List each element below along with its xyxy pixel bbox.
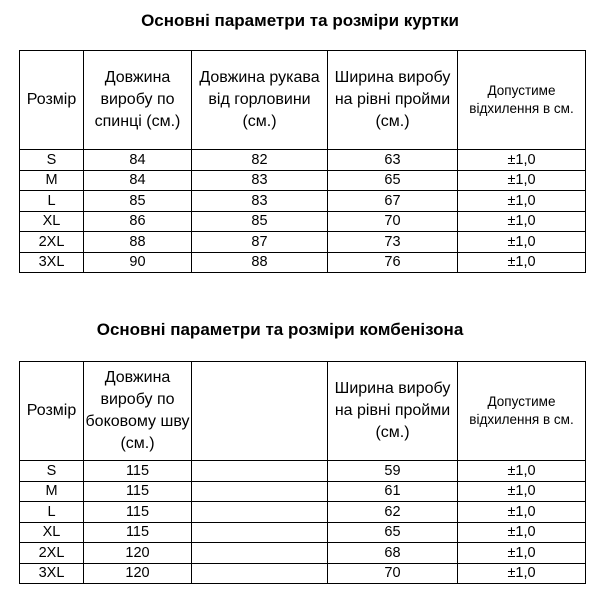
cell-tolerance: ±1,0 xyxy=(458,543,586,564)
cell-size: S xyxy=(20,150,84,171)
table-row xyxy=(20,502,586,523)
cell-size: M xyxy=(20,481,84,502)
cell-tolerance: ±1,0 xyxy=(458,191,586,212)
cell-side-seam-length: 115 xyxy=(84,522,192,543)
header-tolerance: Допустиме відхилення в см. xyxy=(458,51,586,150)
cell-armhole-width: 73 xyxy=(328,232,458,253)
cell-size: 2XL xyxy=(20,232,84,253)
cell-armhole-width: 67 xyxy=(328,191,458,212)
cell-side-seam-length: 120 xyxy=(84,563,192,584)
cell-side-seam-length: 115 xyxy=(84,502,192,523)
cell-sleeve-length: 83 xyxy=(192,170,328,191)
cell-back-length: 84 xyxy=(84,170,192,191)
cell-size: XL xyxy=(20,522,84,543)
table-row xyxy=(20,563,586,584)
cell-armhole-width: 70 xyxy=(328,211,458,232)
cell-back-length: 84 xyxy=(84,150,192,171)
cell-back-length: 90 xyxy=(84,252,192,273)
overall-size-table xyxy=(19,361,586,584)
jacket-size-table xyxy=(19,50,586,273)
cell-sleeve-length: 88 xyxy=(192,252,328,273)
table-header-row xyxy=(20,362,586,461)
header-size: Розмір xyxy=(20,51,84,150)
cell-empty xyxy=(192,481,328,502)
table-row xyxy=(20,543,586,564)
cell-back-length: 88 xyxy=(84,232,192,253)
cell-empty xyxy=(192,502,328,523)
cell-tolerance: ±1,0 xyxy=(458,170,586,191)
table-row xyxy=(20,150,586,171)
cell-armhole-width: 70 xyxy=(328,563,458,584)
table-row xyxy=(20,232,586,253)
cell-tolerance: ±1,0 xyxy=(458,150,586,171)
cell-tolerance: ±1,0 xyxy=(458,461,586,482)
header-empty xyxy=(192,362,328,461)
cell-sleeve-length: 87 xyxy=(192,232,328,253)
cell-sleeve-length: 82 xyxy=(192,150,328,171)
cell-size: 3XL xyxy=(20,252,84,273)
cell-tolerance: ±1,0 xyxy=(458,502,586,523)
cell-back-length: 85 xyxy=(84,191,192,212)
cell-empty xyxy=(192,522,328,543)
cell-armhole-width: 65 xyxy=(328,522,458,543)
header-size: Розмір xyxy=(20,362,84,461)
cell-size: M xyxy=(20,170,84,191)
header-tolerance: Допустиме відхилення в см. xyxy=(458,362,586,461)
cell-size: L xyxy=(20,191,84,212)
header-back-length: Довжина виробу по спинці (см.) xyxy=(84,51,192,150)
cell-armhole-width: 63 xyxy=(328,150,458,171)
cell-tolerance: ±1,0 xyxy=(458,232,586,253)
cell-sleeve-length: 83 xyxy=(192,191,328,212)
cell-size: 2XL xyxy=(20,543,84,564)
jacket-table-title: Основні параметри та розміри куртки xyxy=(141,11,459,30)
table-header-row xyxy=(20,51,586,150)
cell-empty xyxy=(192,461,328,482)
cell-armhole-width: 65 xyxy=(328,170,458,191)
cell-side-seam-length: 115 xyxy=(84,461,192,482)
overall-table-title: Основні параметри та розміри комбенізона xyxy=(96,320,464,339)
cell-armhole-width: 59 xyxy=(328,461,458,482)
cell-empty xyxy=(192,563,328,584)
cell-armhole-width: 61 xyxy=(328,481,458,502)
table-row xyxy=(20,211,586,232)
cell-tolerance: ±1,0 xyxy=(458,522,586,543)
table-row xyxy=(20,461,586,482)
header-armhole-width: Ширина виробу на рівні пройми (см.) xyxy=(328,51,458,150)
cell-tolerance: ±1,0 xyxy=(458,563,586,584)
cell-size: XL xyxy=(20,211,84,232)
cell-back-length: 86 xyxy=(84,211,192,232)
cell-size: S xyxy=(20,461,84,482)
header-armhole-width: Ширина виробу на рівні пройми (см.) xyxy=(328,362,458,461)
table-row xyxy=(20,252,586,273)
cell-side-seam-length: 115 xyxy=(84,481,192,502)
table-row xyxy=(20,522,586,543)
cell-armhole-width: 68 xyxy=(328,543,458,564)
table-row xyxy=(20,191,586,212)
cell-armhole-width: 76 xyxy=(328,252,458,273)
cell-side-seam-length: 120 xyxy=(84,543,192,564)
table-row xyxy=(20,170,586,191)
header-side-seam-length: Довжина виробу по боковому шву (см.) xyxy=(84,362,192,461)
cell-empty xyxy=(192,543,328,564)
cell-size: 3XL xyxy=(20,563,84,584)
header-sleeve-length: Довжина рукава від горловини (см.) xyxy=(192,51,328,150)
cell-tolerance: ±1,0 xyxy=(458,481,586,502)
table-row xyxy=(20,481,586,502)
cell-tolerance: ±1,0 xyxy=(458,211,586,232)
cell-tolerance: ±1,0 xyxy=(458,252,586,273)
cell-size: L xyxy=(20,502,84,523)
cell-armhole-width: 62 xyxy=(328,502,458,523)
cell-sleeve-length: 85 xyxy=(192,211,328,232)
